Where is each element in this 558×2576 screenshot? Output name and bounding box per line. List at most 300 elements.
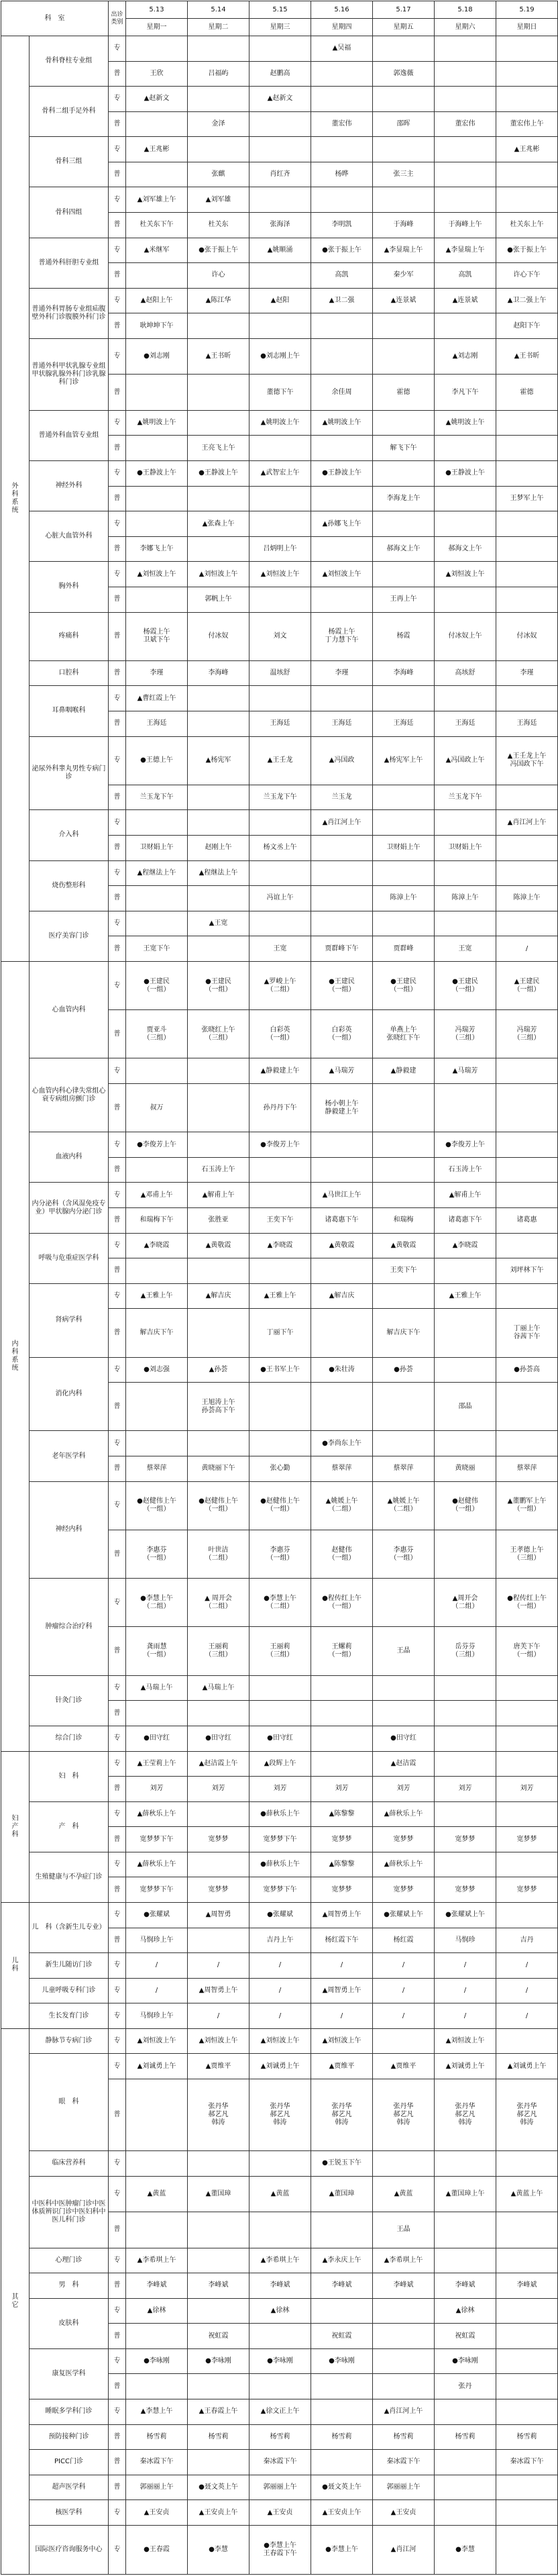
cell-line: ▲薛秋乐上午 — [137, 1861, 176, 1869]
doctor-cell — [373, 1132, 435, 1158]
doctor-cell — [435, 1383, 496, 1431]
visit-type: 专 — [109, 2028, 126, 2054]
cell-line: （三组） — [205, 1034, 232, 1042]
cell-line: 口腔科 — [58, 669, 79, 677]
dept-name — [30, 2399, 109, 2425]
cell-line: 宽梦梦 — [331, 1885, 352, 1893]
cell-line: ▲王雅上午 — [449, 1292, 482, 1300]
doctor-cell — [249, 410, 311, 436]
cell-line: 郭丽丽上午 — [386, 2483, 421, 2491]
doctor-cell — [373, 1877, 435, 1903]
visit-type: 普 — [109, 1701, 126, 1726]
cell-line: ▲连景斌 — [390, 297, 416, 305]
cell-line: ▲王安贞上午 — [199, 2508, 238, 2516]
schedule-sheet — [0, 1, 558, 2576]
visit-type: 普 — [109, 612, 126, 660]
cell-line: （二组） — [205, 1602, 232, 1610]
doctor-cell — [496, 461, 558, 487]
cell-line: （一组） — [143, 1554, 170, 1562]
cell-line: 余佳周 — [331, 388, 352, 396]
doctor-cell — [496, 1777, 558, 1802]
dept-name — [30, 2475, 109, 2500]
schedule-row — [1, 860, 558, 886]
doctor-cell — [496, 562, 558, 587]
cell-line: 冯谊上午 — [266, 894, 294, 902]
doctor-cell — [373, 511, 435, 537]
doctor-cell — [188, 288, 249, 313]
doctor-cell — [435, 587, 496, 612]
dept-name — [30, 2298, 109, 2348]
visit-type: 专 — [109, 562, 126, 587]
cell-line: （一组） — [143, 985, 170, 993]
doctor-cell — [373, 886, 435, 911]
doctor-cell — [435, 1357, 496, 1383]
cell-line: ▲卫二强上午 — [507, 297, 547, 305]
dept-name — [30, 860, 109, 911]
group-label-char: 科 — [11, 1830, 19, 1838]
dept-name — [30, 410, 109, 460]
doctor-cell — [126, 1953, 188, 1979]
cell-line: （一组） — [513, 1505, 541, 1514]
dept-name — [30, 1058, 109, 1132]
visit-type: 普 — [109, 486, 126, 511]
cell-line: ▲孙荟 — [209, 1365, 228, 1373]
doctor-cell — [435, 36, 496, 62]
doctor-cell — [373, 936, 435, 962]
cell-line: ▲徐林 — [147, 2306, 166, 2314]
cell-line: ●田守红 — [144, 1734, 170, 1742]
cell-line: 介入科 — [58, 831, 79, 839]
dept-name — [30, 2348, 109, 2399]
cell-line: ▲赵洁霞上午 — [199, 1759, 238, 1767]
cell-line: ▲徐文正上午 — [260, 2408, 300, 2416]
cell-line: / — [463, 1961, 467, 1969]
doctor-cell — [435, 111, 496, 137]
doctor-cell — [311, 2324, 373, 2349]
cell-line: ●王建民 — [329, 977, 355, 985]
doctor-cell — [435, 486, 496, 511]
visit-type: 普 — [109, 1530, 126, 1578]
doctor-cell — [373, 2003, 435, 2029]
doctor-cell — [373, 536, 435, 562]
cell-line: （一组） — [205, 1505, 232, 1514]
schedule-row — [1, 1481, 558, 1530]
doctor-cell — [311, 36, 373, 62]
schedule-row — [1, 1132, 558, 1158]
cell-line: 杨霞上午 — [328, 628, 355, 636]
doctor-cell — [188, 1357, 249, 1383]
doctor-cell — [188, 785, 249, 810]
doctor-cell — [249, 1357, 311, 1383]
cell-line: 杨霞上午 — [143, 628, 170, 636]
visit-type: 专 — [109, 2525, 126, 2574]
doctor-cell — [496, 410, 558, 436]
cell-line: 兰玉龙 — [331, 793, 352, 801]
doctor-cell — [126, 711, 188, 736]
doctor-cell — [126, 660, 188, 686]
cell-line: 郝艺凡 — [331, 2111, 352, 2118]
doctor-cell — [188, 1627, 249, 1675]
visit-type: 普 — [109, 587, 126, 612]
cell-line: ▲贾维平 — [329, 2062, 355, 2070]
visit-type: 普 — [109, 313, 126, 339]
cell-line: ▲马世江上午 — [322, 1191, 361, 1199]
doctor-cell — [373, 2450, 435, 2475]
cell-line: 马悯珍上午 — [140, 1936, 174, 1944]
doctor-cell — [188, 61, 249, 87]
cell-line: ●李慧 — [455, 2545, 475, 2553]
doctor-cell — [126, 162, 188, 187]
doctor-cell — [126, 1801, 188, 1827]
doctor-cell — [126, 338, 188, 374]
doctor-cell — [496, 263, 558, 289]
cell-line: （二组） — [328, 1505, 355, 1514]
doctor-cell — [249, 1233, 311, 1258]
doctor-cell — [126, 187, 188, 213]
doctor-cell — [435, 61, 496, 87]
cell-line: ▲孙娜飞上午 — [322, 519, 361, 528]
doctor-cell — [373, 1953, 435, 1979]
cell-line: 手足外科 — [68, 107, 96, 115]
cell-line: 王宽 — [458, 944, 472, 952]
schedule-row — [1, 1751, 558, 1777]
cell-line: 孙荟高下午 — [201, 1406, 235, 1414]
doctor-cell — [373, 911, 435, 936]
cell-line: ▲罗峻上午 — [264, 977, 296, 985]
doctor-cell — [126, 375, 188, 410]
cell-line: （三组） — [451, 1034, 479, 1042]
visit-type: 专 — [109, 2399, 126, 2425]
doctor-cell — [249, 1726, 311, 1751]
doctor-cell — [249, 375, 311, 410]
doctor-cell — [496, 1010, 558, 1058]
visit-type: 普 — [109, 213, 126, 238]
doctor-cell — [496, 2450, 558, 2475]
date-header: 5.15 — [249, 1, 311, 19]
cell-line: ▲解甫上午 — [449, 1191, 482, 1199]
doctor-cell — [249, 1132, 311, 1158]
cell-line: 耿坤坤下午 — [140, 321, 174, 330]
cell-line: 预防接种门诊 — [48, 2432, 89, 2440]
dept-name — [30, 2028, 109, 2054]
cell-line: 宽梦梦 — [208, 1835, 229, 1843]
cell-line: 王宽下午 — [143, 944, 170, 952]
doctor-cell — [496, 785, 558, 810]
doctor-cell — [311, 1701, 373, 1726]
cell-line: 普通外科 — [32, 362, 59, 370]
doctor-cell — [435, 1530, 496, 1578]
doctor-cell — [311, 1258, 373, 1284]
doctor-cell — [311, 562, 373, 587]
visit-type: 普 — [109, 1777, 126, 1802]
cell-line: ▲吴福 — [332, 44, 351, 52]
schedule-row — [1, 562, 558, 587]
cell-line: 卫财娟上午 — [140, 844, 174, 852]
dept-name — [30, 36, 109, 87]
cell-line: 赵健伟 — [331, 1546, 352, 1554]
cell-line: ●程传红上午 — [507, 1594, 547, 1602]
doctor-cell — [188, 1431, 249, 1456]
doctor-cell — [373, 1383, 435, 1431]
cell-line: 诸葛惠下午 — [448, 1216, 482, 1224]
doctor-cell — [188, 911, 249, 936]
visit-type: 专 — [109, 2248, 126, 2273]
doctor-cell — [435, 860, 496, 886]
cell-line: 耳鼻咽喉科 — [52, 707, 86, 715]
doctor-cell — [126, 2003, 188, 2029]
cell-line: 秦冰霞下午 — [386, 2458, 421, 2466]
cell-line: ▲马瑞上午 — [202, 1684, 235, 1692]
doctor-cell — [249, 288, 311, 313]
doctor-cell — [311, 711, 373, 736]
doctor-cell — [496, 860, 558, 886]
dept-name — [30, 2150, 109, 2176]
doctor-cell — [188, 187, 249, 213]
doctor-cell — [373, 1627, 435, 1675]
doctor-cell — [496, 810, 558, 836]
cell-line: ▲薛秋乐上午 — [137, 1810, 176, 1818]
visit-type: 普 — [109, 1208, 126, 1234]
cell-line: ●王静波上午 — [199, 469, 238, 477]
doctor-cell — [311, 410, 373, 436]
cell-line: 李瑾 — [150, 669, 164, 677]
doctor-cell — [249, 562, 311, 587]
doctor-cell — [126, 860, 188, 886]
doctor-cell — [249, 1953, 311, 1979]
cell-line: 董德下午 — [266, 388, 294, 396]
doctor-cell — [373, 1902, 435, 1928]
cell-line: 赵刚上午 — [205, 844, 232, 852]
doctor-cell — [373, 1928, 435, 1953]
cell-line: ●李咏刚 — [452, 2357, 478, 2365]
schedule-row — [1, 238, 558, 263]
cell-line: 宽梦梦下午 — [263, 1835, 297, 1843]
doctor-cell — [373, 587, 435, 612]
cell-line: 张心勤 — [270, 1465, 290, 1473]
doctor-cell — [126, 410, 188, 436]
group-label-char: 其 — [11, 2293, 19, 2301]
cell-line: 王海廷 — [393, 720, 414, 728]
doctor-cell — [435, 1283, 496, 1309]
schedule-row — [1, 2298, 558, 2324]
doctor-cell — [126, 2054, 188, 2079]
cell-line: 王梦军上午 — [510, 494, 544, 502]
doctor-cell — [311, 2150, 373, 2176]
cell-line: 付冰奴 — [516, 632, 537, 640]
cell-line: ▲刘恒波上午 — [322, 570, 361, 578]
cell-line: 骨科二组 — [42, 107, 69, 115]
doctor-cell — [496, 111, 558, 137]
dept-name — [30, 2424, 109, 2450]
cell-line: 于海峰上午 — [448, 221, 482, 229]
doctor-cell — [496, 2248, 558, 2273]
cell-line: 妇 科 — [58, 1772, 79, 1780]
doctor-cell — [188, 562, 249, 587]
dept-name — [30, 2525, 109, 2574]
visit-type: 专 — [109, 238, 126, 263]
doctor-cell — [373, 612, 435, 660]
dept-name — [30, 187, 109, 238]
cell-line: 张丹华 — [393, 2103, 414, 2110]
doctor-cell — [126, 2212, 188, 2248]
cell-line: ▲肖江河上午 — [322, 818, 361, 826]
doctor-cell — [496, 1877, 558, 1903]
doctor-cell — [249, 835, 311, 860]
group-label-char: 它 — [11, 2301, 19, 2309]
visit-type: 普 — [109, 162, 126, 187]
visit-type: 普 — [109, 536, 126, 562]
cell-line: 中医科 — [32, 2199, 52, 2208]
doctor-cell — [311, 288, 373, 313]
doctor-cell — [249, 1928, 311, 1953]
cell-line: ▲黄敬霞 — [205, 1241, 231, 1249]
cell-line: 马悯珍 — [455, 1936, 476, 1944]
doctor-cell — [249, 1010, 311, 1058]
doctor-cell — [188, 2399, 249, 2425]
doctor-cell — [126, 1383, 188, 1431]
doctor-cell — [126, 2150, 188, 2176]
doctor-cell — [373, 810, 435, 836]
doctor-cell — [435, 338, 496, 374]
doctor-cell — [126, 911, 188, 936]
cell-line: ▲薛秋乐上午 — [384, 1861, 423, 1869]
cell-line: 郭逸薇 — [393, 69, 414, 77]
cell-line: 韩涛 — [396, 2119, 410, 2126]
doctor-cell — [435, 686, 496, 711]
visit-type: 专 — [109, 338, 126, 374]
doctor-cell — [126, 1283, 188, 1309]
doctor-cell — [435, 1801, 496, 1827]
cell-line: 刘芳 — [335, 1785, 349, 1793]
dept-name — [30, 1283, 109, 1357]
doctor-cell — [311, 1928, 373, 1953]
doctor-cell — [435, 1777, 496, 1802]
schedule-row — [1, 1978, 558, 2003]
visit-type: 专 — [109, 2150, 126, 2176]
doctor-cell — [496, 886, 558, 911]
visit-type: 专 — [109, 810, 126, 836]
group-label-char: 外 — [11, 482, 19, 490]
doctor-cell — [373, 87, 435, 112]
dept-name — [30, 1233, 109, 1283]
doctor-cell — [249, 338, 311, 374]
visit-type: 专 — [109, 410, 126, 436]
cell-line: ▲王书昕 — [205, 352, 231, 360]
cell-line: ●李咏刚 — [144, 2357, 170, 2365]
visit-type: 普 — [109, 1084, 126, 1132]
doctor-cell — [435, 1010, 496, 1058]
cell-line: （一组） — [205, 985, 232, 993]
doctor-cell — [435, 2003, 496, 2029]
doctor-cell — [126, 1877, 188, 1903]
doctor-cell — [435, 238, 496, 263]
cell-line: ▲黄敬霞 — [329, 1241, 355, 1249]
doctor-cell — [435, 2176, 496, 2212]
cell-line: ▲周智勇上午 — [322, 1911, 361, 1919]
doctor-cell — [311, 1877, 373, 1903]
visit-type: 专 — [109, 87, 126, 112]
doctor-cell — [126, 2324, 188, 2349]
doctor-cell — [435, 2399, 496, 2425]
cell-line: 宽梦梦 — [393, 1885, 414, 1893]
cell-line: 血管专业组 — [65, 431, 99, 439]
cell-line: 张丹华 — [516, 2103, 537, 2110]
doctor-cell — [496, 61, 558, 87]
doctor-cell — [188, 2273, 249, 2299]
doctor-cell — [249, 87, 311, 112]
doctor-cell — [249, 2475, 311, 2500]
doctor-cell — [126, 1777, 188, 1802]
cell-line: 郝艺凡 — [393, 2111, 414, 2118]
doctor-cell — [435, 1058, 496, 1084]
doctor-cell — [373, 2500, 435, 2526]
cell-line: ●李咏刚 — [329, 2357, 355, 2365]
doctor-cell — [311, 686, 373, 711]
cell-line: 赵鹏高 — [270, 69, 290, 77]
doctor-cell — [126, 1456, 188, 1482]
cell-line: 郝海文上午 — [386, 545, 421, 553]
group-label-char: 科 — [11, 490, 19, 498]
cell-line: 产 科 — [58, 1822, 79, 1830]
cell-line: ▲王建民 — [514, 977, 540, 985]
doctor-cell — [496, 1675, 558, 1701]
doctor-cell — [249, 686, 311, 711]
cell-line: 李瑾 — [520, 669, 534, 677]
doctor-cell — [188, 1481, 249, 1530]
doctor-cell — [188, 111, 249, 137]
doctor-cell — [373, 1431, 435, 1456]
cell-line: ●孙荟高 — [514, 1365, 540, 1373]
doctor-cell — [249, 711, 311, 736]
cell-line: 郭丽丽上午 — [263, 2483, 297, 2491]
group-label-char: 妇 — [11, 1814, 19, 1822]
doctor-cell — [126, 1481, 188, 1530]
doctor-cell — [188, 686, 249, 711]
cell-line: 陈漳上午 — [390, 894, 417, 902]
cell-line: ●孙荟 — [394, 1365, 413, 1373]
dept-name — [30, 911, 109, 961]
doctor-cell — [373, 1157, 435, 1183]
cell-line: 康复医学科 — [52, 2369, 86, 2377]
doctor-cell — [311, 886, 373, 911]
visit-type: 普 — [109, 711, 126, 736]
cell-line: ▲李慧上午 — [140, 2408, 173, 2416]
doctor-cell — [496, 1456, 558, 1482]
cell-line: 邵晶 — [458, 1402, 472, 1410]
cell-line: ▲王安贞上午 — [322, 2508, 361, 2516]
doctor-cell — [496, 486, 558, 511]
cell-line: 眼 科 — [58, 2098, 79, 2106]
visit-type: 专 — [109, 288, 126, 313]
cell-line: / — [340, 1961, 343, 1969]
cell-line: 和瑞梅下午 — [140, 1216, 174, 1224]
doctor-cell — [373, 2079, 435, 2151]
cell-line: ●赵健伟上午 — [199, 1497, 238, 1505]
cell-line: 董宏伟 — [331, 120, 352, 128]
cell-line: 杨雪莉 — [208, 2432, 229, 2440]
cell-line: 骨科脊柱专业组 — [45, 57, 93, 65]
doctor-cell — [249, 660, 311, 686]
cell-line: ●薛秋乐上午 — [260, 1810, 300, 1818]
doctor-cell — [126, 1258, 188, 1284]
group-label — [1, 1751, 30, 1902]
schedule-row — [1, 1579, 558, 1627]
doctor-cell — [188, 375, 249, 410]
doctor-cell — [188, 886, 249, 911]
doctor-cell — [249, 1675, 311, 1701]
doctor-cell — [311, 2525, 373, 2574]
doctor-cell — [188, 1183, 249, 1208]
